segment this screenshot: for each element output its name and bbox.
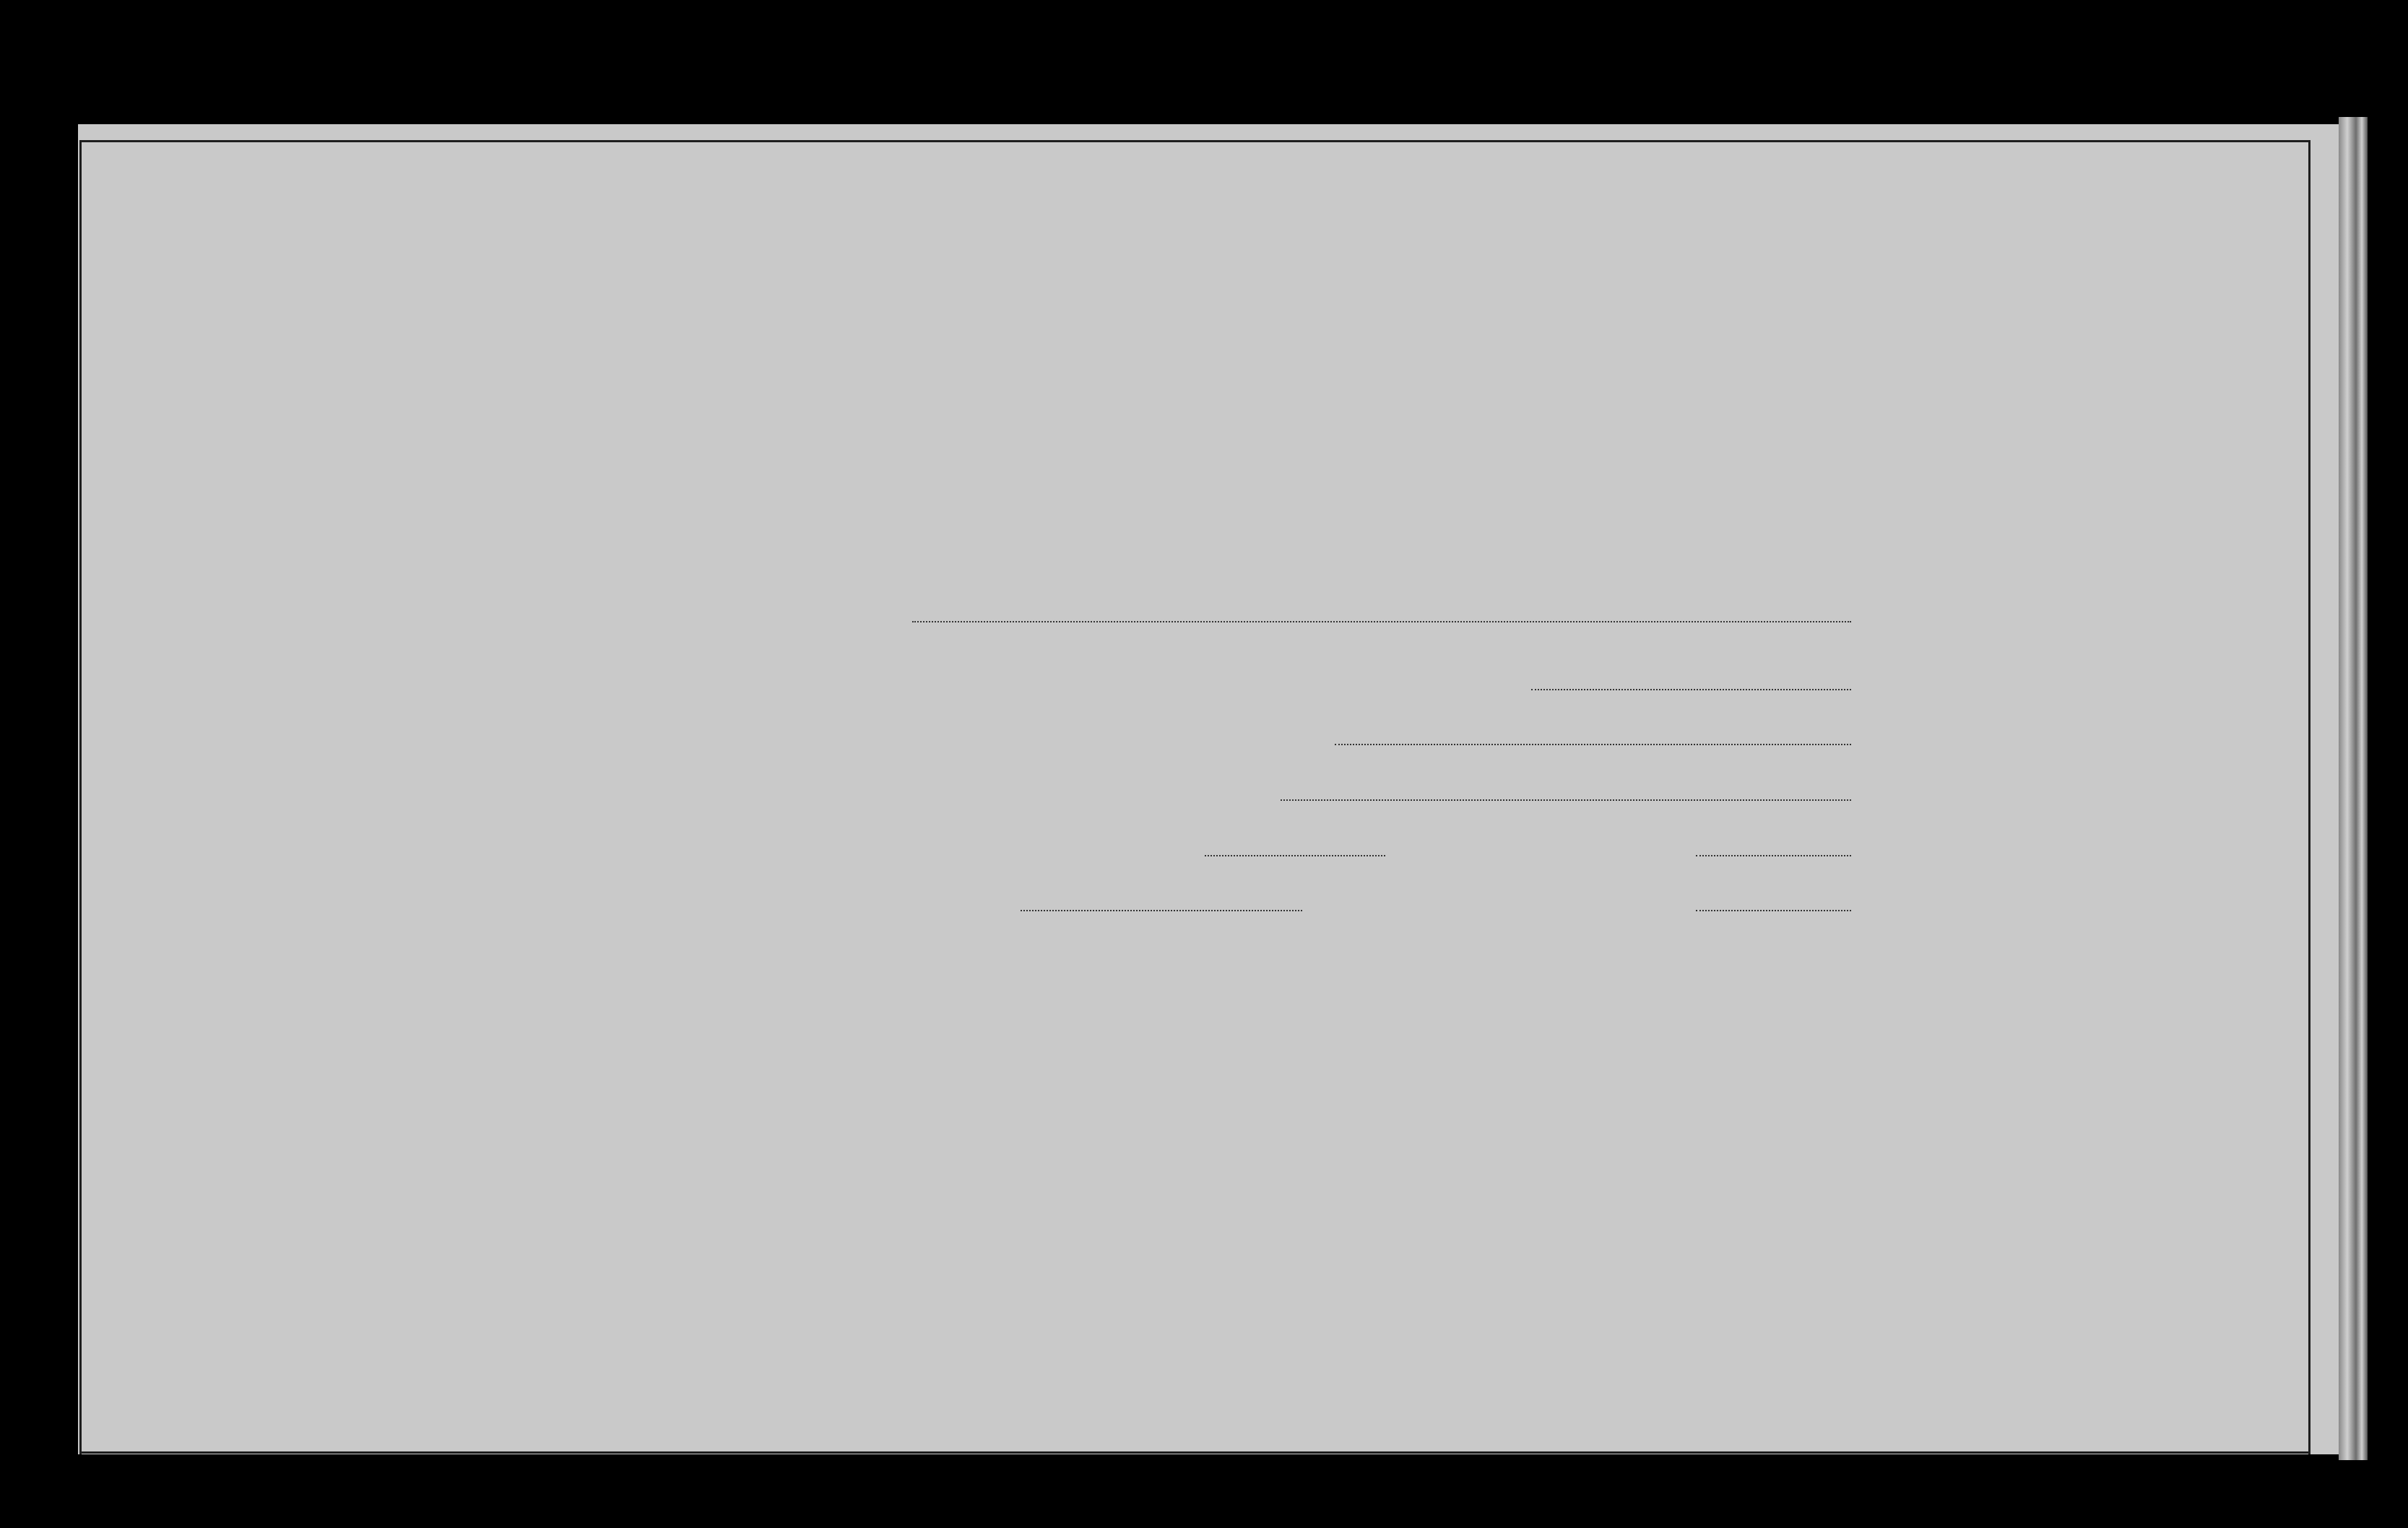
- census-card-page: [78, 124, 2339, 1454]
- book-page-edge: [2339, 117, 2368, 1460]
- population-label: [1822, 492, 1858, 1056]
- hired-workers-label: [327, 485, 392, 947]
